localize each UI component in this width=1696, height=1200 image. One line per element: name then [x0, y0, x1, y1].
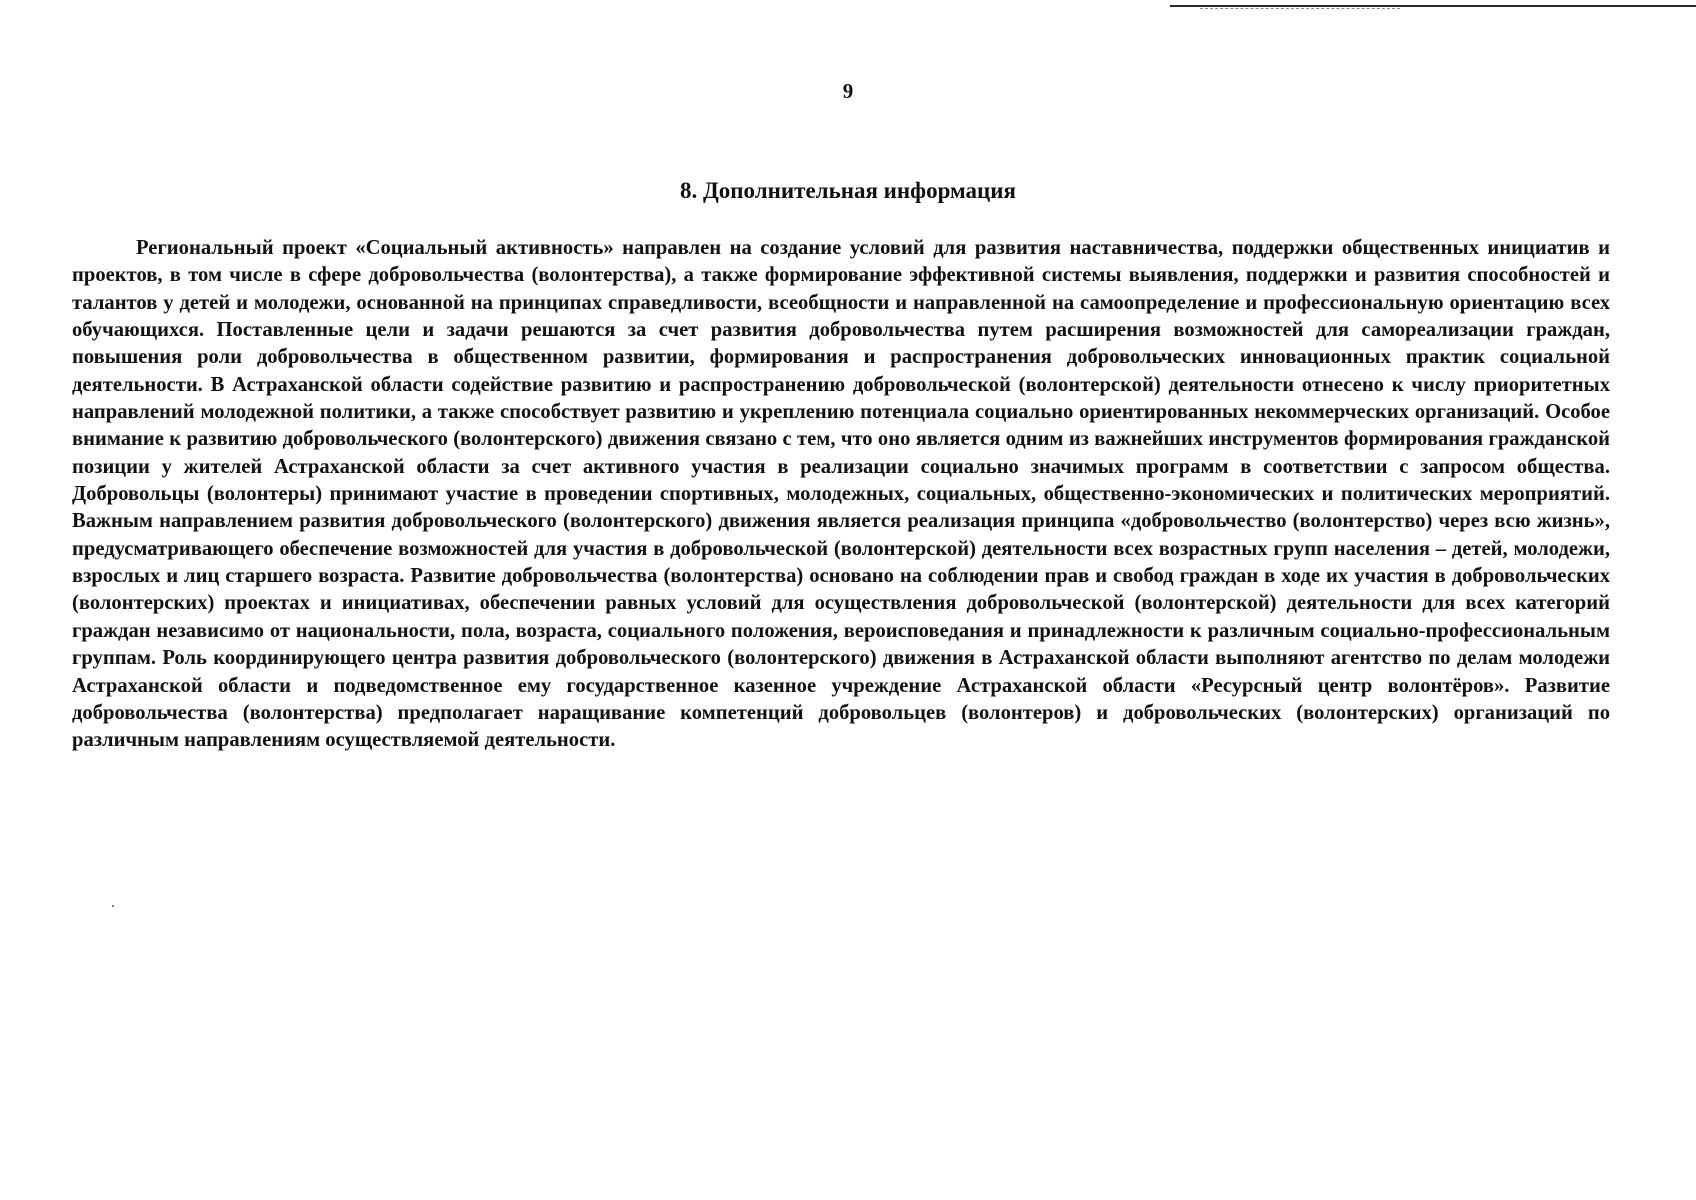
- scan-edge-rule-faint: [1200, 8, 1400, 9]
- section-heading: 8. Дополнительная информация: [679, 178, 1016, 203]
- body-paragraph: Региональный проект «Социальный активность» направлен на создание условий для развития наставничества, поддержки общественных инициатив и проектов, в том числе в сфере добровольчества (волонтерства), а также формирование эффективной системы выявления, поддержки и развития способностей и талантов у детей и молодежи, основанной на принципах справедливости, всеобщности и направленной на самоопределение и профессиональную ориентацию всех обучающихся. Поставленные цели и задачи решаются за счет развития добровольчества путем расширения возможностей для самореализации граждан, повышения роли добровольчества в общественном развитии, формирования и распространения добровольческих инновационных практик социальной деятельности. В Астраханской области содействие развитию и распространению добровольческой (волонтерской) деятельности отнесено к числу приоритетных направлений молодежной политики, а также способствует развитию и укреплению потенциала социально ориентированных некоммерческих организаций. Особое внимание к развитию добровольческого (волонтерского) движения связано с тем, что оно является одним из важнейших инструментов формирования гражданской позиции у жителей Астраханской области за счет активного участия в реализации социально значимых программ в соответствии с запросом общества. Добровольцы (волонтеры) принимают участие в проведении спортивных, молодежных, социальных, общественно-экономических и политических мероприятий. Важным направлением развития добровольческого (волонтерского) движения является реализация принципа «добровольчество (волонтерство) через всю жизнь», предусматривающего обеспечение возможностей для участия в добровольческой (волонтерской) деятельности всех возрастных групп населения – детей, молодежи, взрослых и лиц старшего возраста. Развитие добровольчества (волонтерства) основано на соблюдении прав и свобод граждан в ходе их участия в добровольческих (волонтерских) проектах и инициативах, обеспечении равных условий для осуществления добровольческой (волонтерской) деятельности для всех категорий граждан независимо от национальности, пола, возраста, социального положения, вероисповедания и принадлежности к различным социально-профессиональным группам. Роль координирующего центра развития добровольческого (волонтерского) движения в Астраханской области выполняют агентство по делам молодежи Астраханской области и подведомственное ему государственное казенное учреждение Астраханской области «Ресурсный центр волонтёров». Развитие добровольчества (волонтерства) предполагает наращивание компетенций добровольцев (волонтеров) и добровольческих (волонтерских) организаций по различным направлениям осуществляемой деятельности.: [72, 237, 1610, 752]
- scan-speck: [112, 905, 114, 907]
- scan-edge-rule: [1170, 5, 1696, 7]
- page-number: 9: [842, 79, 854, 103]
